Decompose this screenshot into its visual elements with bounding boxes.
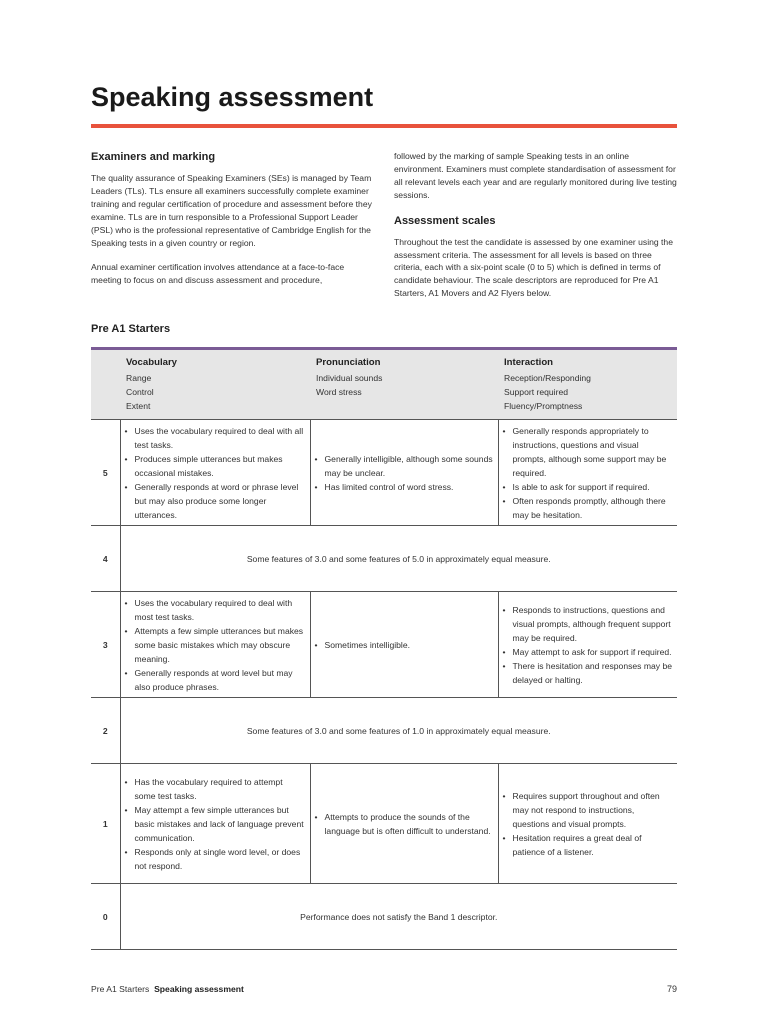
band-5-row (91, 420, 677, 526)
criterion-name: Vocabulary (126, 357, 178, 368)
criterion-sub: Range (126, 373, 152, 383)
band-number: 3 (91, 592, 120, 698)
examiners-heading: Examiners and marking (91, 151, 216, 163)
page-footer (91, 984, 244, 994)
page-title: Speaking assessment (91, 82, 374, 112)
band-number: 5 (91, 420, 120, 526)
criterion-sub: Extent (126, 401, 151, 411)
merged-descriptor: Performance does not satisfy the Band 1 descriptor. (120, 884, 677, 950)
vocabulary-descriptor (120, 592, 310, 698)
footer-section: Speaking assessment (154, 984, 244, 994)
band-2-row (91, 698, 677, 764)
band-3-row (91, 592, 677, 698)
criterion-name: Interaction (504, 357, 554, 368)
band-number: 4 (91, 526, 120, 592)
criterion-sub: Fluency/Promptness (504, 401, 583, 411)
vocabulary-header (120, 349, 310, 420)
table-header-row (91, 349, 677, 420)
scales-paragraph: Throughout the test the candidate is assessed by one examiner using the assessment criteria. The assessment for all levels is based on three criteria, each with a six-point scale (0 to 5) which is defined in terms of candidate behaviour. The scale descriptors are reproduced for Pre A1 Starters, A1 Movers and A2 Flyers below. (394, 236, 673, 299)
descriptor-item: • Attempts a few simple utterances but makes some basic mistakes which may obscure meaning. (125, 624, 306, 666)
intro-left-column (91, 150, 374, 299)
scales-heading: Assessment scales (394, 214, 496, 227)
descriptor-item: • Sometimes intelligible. (315, 638, 494, 652)
descriptor-item: • Requires support throughout and often may not respond to instructions, questions and visual prompts. (503, 789, 674, 831)
intro-right-column (394, 150, 677, 312)
examiners-paragraph-1: The quality assurance of Speaking Examiners (SEs) is managed by Team Leaders (TLs). TLs ensure all examiners successfully complete examiner training and regular certification of procedure and assessment before they examine. TLs are in turn responsible to a Professional Support Leader (PSL) who is the professional representative of Cambridge English for the Speaking tests in a given country or region. (91, 173, 372, 248)
descriptor-item: • Often responds promptly, although there may be hesitation. (503, 494, 674, 522)
page-number: 79 (666, 984, 677, 994)
descriptor-item: • Attempts to produce the sounds of the language but is often difficult to understand. (315, 810, 494, 838)
descriptor-item: • Has the vocabulary required to attempt some test tasks. (125, 775, 306, 803)
band-number: 0 (91, 884, 120, 950)
section-title: Pre A1 Starters (91, 323, 171, 335)
vocabulary-descriptor (120, 764, 310, 884)
descriptor-item: • Has limited control of word stress. (315, 480, 494, 494)
band-number: 1 (91, 764, 120, 884)
descriptor-item: • Responds to instructions, questions and visual prompts, although frequent support may be required. (503, 603, 674, 645)
criterion-sub: Word stress (316, 387, 362, 397)
interaction-descriptor (498, 592, 677, 698)
examiners-paragraph-2: Annual examiner certification involves attendance at a face-to-face meeting to focus on and discuss assessment and procedure, (91, 262, 345, 286)
vocabulary-descriptor (120, 420, 310, 526)
assessment-scale-table (91, 347, 677, 950)
footer-level: Pre A1 Starters (91, 984, 150, 994)
interaction-header (498, 349, 677, 420)
interaction-descriptor (498, 764, 677, 884)
criterion-sub: Reception/Responding (504, 373, 591, 383)
descriptor-item: • Is able to ask for support if required. (503, 480, 674, 494)
descriptor-item: • Generally responds at word level but may also produce phrases. (125, 666, 306, 694)
criterion-sub: Control (126, 387, 154, 397)
band-number: 2 (91, 698, 120, 764)
descriptor-item: • May attempt a few simple utterances but basic mistakes and lack of language prevent communication. (125, 803, 306, 845)
pronunciation-header (310, 349, 498, 420)
descriptor-item: • Uses the vocabulary required to deal with all test tasks. (125, 424, 306, 452)
pronunciation-descriptor (310, 420, 498, 526)
descriptor-item: • Generally responds appropriately to instructions, questions and visual prompts, although some support may be required. (503, 424, 674, 480)
pronunciation-descriptor (310, 764, 498, 884)
descriptor-item: • Generally responds at word or phrase level but may also produce some longer utterances. (125, 480, 306, 522)
descriptor-item: • Hesitation requires a great deal of patience of a listener. (503, 831, 674, 859)
pronunciation-descriptor (310, 592, 498, 698)
descriptor-item: • May attempt to ask for support if required. (503, 645, 674, 659)
merged-descriptor: Some features of 3.0 and some features of 1.0 in approximately equal measure. (120, 698, 677, 764)
criterion-sub: Individual sounds (316, 373, 383, 383)
band-0-row (91, 884, 677, 950)
criterion-sub: Support required (504, 387, 569, 397)
descriptor-item: • Uses the vocabulary required to deal with most test tasks. (125, 596, 306, 624)
descriptor-item: • Generally intelligible, although some sounds may be unclear. (315, 452, 494, 480)
title-underline (91, 124, 677, 128)
band-4-row (91, 526, 677, 592)
descriptor-item: • There is hesitation and responses may be delayed or halting. (503, 659, 674, 687)
band-1-row (91, 764, 677, 884)
criterion-name: Pronunciation (316, 357, 381, 368)
descriptor-item: • Responds only at single word level, or does not respond. (125, 845, 306, 873)
interaction-descriptor (498, 420, 677, 526)
band-header-cell (91, 349, 120, 420)
merged-descriptor: Some features of 3.0 and some features of 5.0 in approximately equal measure. (120, 526, 677, 592)
descriptor-item: • Produces simple utterances but makes occasional mistakes. (125, 452, 306, 480)
examiners-paragraph-3: followed by the marking of sample Speaking tests in an online environment. Examiners must complete standardisation of assessment for all relevant levels each year and are regularly monitored during live testing sessions. (394, 151, 677, 200)
